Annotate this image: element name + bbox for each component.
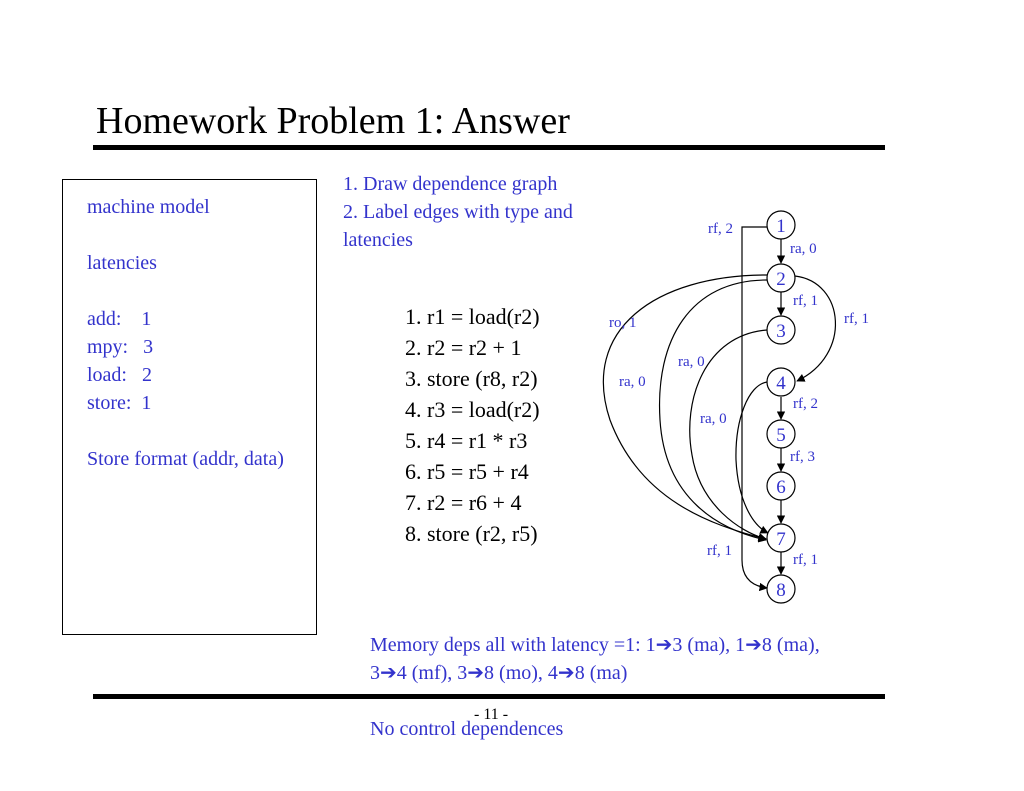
step-2-cont: latencies <box>343 229 413 251</box>
edge-2-7-ra <box>660 280 767 540</box>
instruction-6: 6. r5 = r5 + r4 <box>405 459 529 484</box>
edge-label-1-2-ra: ra, 0 <box>790 241 817 257</box>
latency-mpy: mpy: 3 <box>87 336 154 358</box>
svg-text:3: 3 <box>776 321 786 342</box>
instruction-2: 2. r2 = r2 + 1 <box>405 335 522 360</box>
latencies-heading: latencies <box>87 252 157 274</box>
page-title: Homework Problem 1: Answer <box>96 100 570 142</box>
page-number: - 11 - <box>474 706 509 723</box>
instruction-8: 8. store (r2, r5) <box>405 521 538 546</box>
edge-label-2-7-ra: ra, 0 <box>619 374 646 390</box>
control-deps-note: No control dependences <box>370 718 564 740</box>
edge-label-4-5: rf, 2 <box>793 396 818 412</box>
edge-label-5-6: rf, 3 <box>790 449 815 465</box>
instruction-3: 3. store (r8, r2) <box>405 366 538 391</box>
svg-text:4: 4 <box>776 373 786 394</box>
step-2: 2. Label edges with type and <box>343 201 573 223</box>
instruction-1: 1. r1 = load(r2) <box>405 304 540 329</box>
svg-text:1: 1 <box>776 216 786 237</box>
edge-2-4 <box>795 276 835 381</box>
edge-label-1-2-rf: rf, 2 <box>708 221 733 237</box>
latency-store: store: 1 <box>87 392 152 414</box>
memory-deps-line-2: 3➔4 (mf), 3➔8 (mo), 4➔8 (ma) <box>370 662 628 684</box>
bottom-rule <box>93 694 885 699</box>
edge-1-2-rf <box>742 227 767 511</box>
latency-load: load: 2 <box>87 364 152 386</box>
edge-1-8 <box>742 511 767 588</box>
edge-4-7 <box>736 382 768 533</box>
svg-text:5: 5 <box>776 425 786 446</box>
step-1: 1. Draw dependence graph <box>343 173 558 195</box>
edge-label-3-7: ra, 0 <box>678 354 705 370</box>
memory-deps-line-1: Memory deps all with latency =1: 1➔3 (ma), 1➔8 (ma), <box>370 634 820 656</box>
svg-text:6: 6 <box>776 477 786 498</box>
machine-model-heading: machine model <box>87 196 210 218</box>
node-3 <box>767 316 795 344</box>
edge-label-2-4: rf, 1 <box>844 311 869 327</box>
instruction-7: 7. r2 = r6 + 4 <box>405 490 522 515</box>
instruction-5: 5. r4 = r1 * r3 <box>405 428 528 453</box>
store-format: Store format (addr, data) <box>87 448 284 470</box>
node-5 <box>767 420 795 448</box>
node-8 <box>767 575 795 603</box>
edge-label-1-8: rf, 1 <box>707 543 732 559</box>
node-2 <box>767 264 795 292</box>
edge-label-4-7: ra, 0 <box>700 411 727 427</box>
node-1 <box>767 211 795 239</box>
node-6 <box>767 472 795 500</box>
svg-text:7: 7 <box>776 529 786 550</box>
instruction-4: 4. r3 = load(r2) <box>405 397 540 422</box>
latency-add: add: 1 <box>87 308 152 330</box>
edge-label-2-3: rf, 1 <box>793 293 818 309</box>
svg-text:2: 2 <box>776 269 786 290</box>
svg-text:8: 8 <box>776 580 786 601</box>
edge-label-7-8: rf, 1 <box>793 552 818 568</box>
node-4 <box>767 368 795 396</box>
edge-label-2-7-ro: ro, 1 <box>609 315 637 331</box>
node-7 <box>767 524 795 552</box>
